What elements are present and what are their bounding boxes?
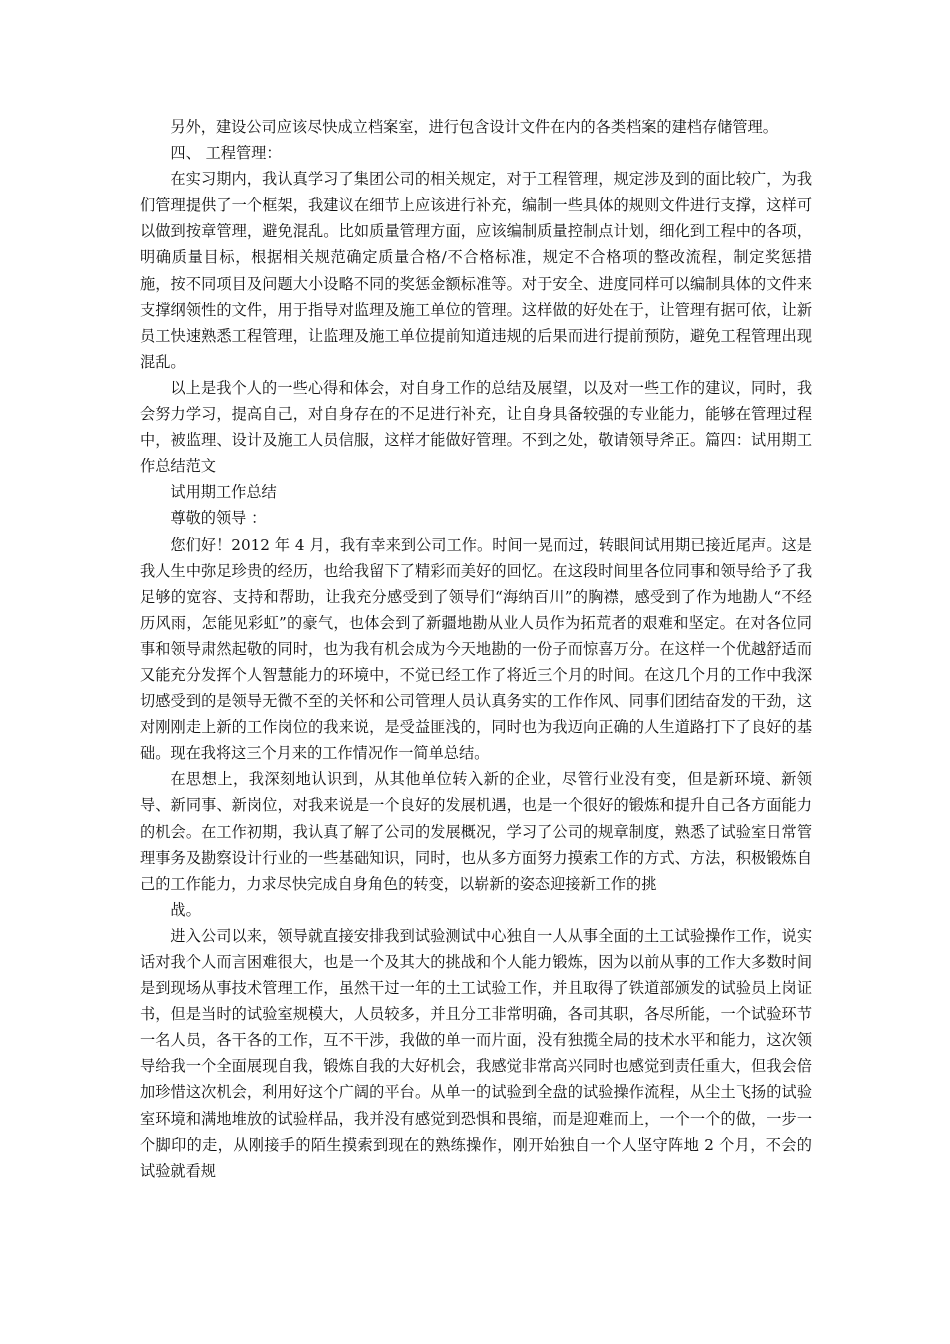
section-heading-engineering: 四、 工程管理： [170, 144, 282, 163]
paragraph-conclusion: 以上是我个人的一些心得和体会，对自身工作的总结及展望，以及对一些工作的建议，同时，我会努力学习，提高自己，对自身存在的不足进行补充，让自身具备较强的专业能力，能够在管理过程中，被监理、设计及施工人员信服，这样才能做好管理。不到之处，敬请领导斧正。篇四：试用期工作总结范文 [140, 378, 812, 476]
paragraph-engineering-management: 在实习期内，我认真学习了集团公司的相关规定，对于工程管理，规定涉及到的面比较广，为我们管理提供了一个框架，我建议在细节上应该进行补充，编制一些具体的规则文件进行支撑，这样可以做到按章管理，避免混乱。比如质量管理方面，应该编制质量控制点计划，细化到工程中的各项，明确质量目标，根据相关规范确定质量合格/不合格标准，规定不合格项的整改流程，制定奖惩措施，按不同项目及问题大小设略不同的奖惩金额标准等。对于安全、进度同样可以编制具体的文件来支撑纲领性的文件，用于指导对监理及施工单位的管理。这样做的好处在于，让管理有据可依，让新员工快速熟悉工程管理，让监理及施工单位提前知道违规的后果而进行提前预防，避免工程管理出现混乱。 [140, 170, 812, 371]
salutation: 尊敬的领导 ： [170, 509, 267, 528]
paragraph-archive: 另外，建设公司应该尽快成立档案室，进行包含设计文件在内的各类档案的建档存储管理。 [170, 118, 778, 136]
paragraph-thinking: 在思想上，我深刻地认识到，从其他单位转入新的企业，尽管行业没有变，但是新环境、新领导、新同事、新岗位，对我来说是一个良好的发展机遇，也是一个很好的锻炼和提升自己各方面能力的机会。在工作初期，我认真了解了公司的发展概况，学习了公司的规章制度，熟悉了试验室日常管理事务及勘察设计行业的一些基础知识，同时，也从多方面努力摸索工作的方式、方法，积极锻炼自己的工作能力，力求尽快完成自身角色的转变，以崭新的姿态迎接新工作的挑 [140, 770, 812, 893]
paragraph-fragment: 战。 [170, 900, 201, 919]
paragraph-work: 进入公司以来，领导就直接安排我到试验测试中心独自一人从事全面的土工试验操作工作，说实话对我个人而言困难很大，也是一个及其大的挑战和个人能力锻炼，因为以前从事的工作大多数时间是到现场从事技术管理工作，虽然干过一年的土工试验工作，并且取得了铁道部颁发的试验员上岗证书，但是当时的试验室规模大，人员较多，并且分工非常明确，各司其职，各尽所能，一个试验环节一名人员，各干各的工作，互不干涉，我做的单一而片面，没有独揽全局的技术水平和能力，这次领导给我一个全面展现自我，锻炼自我的大好机会，我感觉非常高兴同时也感觉到责任重大，但我会倍加珍惜这次机会，利用好这个广阔的平台。从单一的试验到全盘的试验操作流程，从尘土飞扬的试验室环境和满地堆放的试验样品，我并没有感觉到恐惧和畏缩，而是迎难而上，一个一个的做，一步一个脚印的走，从刚接手的陌生摸索到现在的熟练操作，刚开始独自一个人坚守阵地 2 个月，不会的试验就看规 [140, 926, 812, 1180]
document-title: 试用期工作总结 [170, 483, 277, 502]
paragraph-greeting: 您们好！2012 年 4 月，我有幸来到公司工作。时间一晃而过，转眼间试用期已接近尾声。这是我人生中弥足珍贵的经历，也给我留下了精彩而美好的回忆。在这段时间里各位同事和领导给予了我足够的宽容、支持和帮助，让我充分感受到了领导们“海纳百川”的胸襟，感受到了作为地勘人“不经历风雨，怎能见彩虹”的豪气，也体会到了新疆地勘从业人员作为拓荒者的艰难和坚定。在对各位同事和领导肃然起敬的同时，也为我有机会成为今天地勘的一份子而惊喜万分。在这样一个优越舒适而又能充分发挥个人智慧能力的环境中，不觉已经工作了将近三个月的时间。在这几个月的工作中我深切感受到的是领导无微不至的关怀和公司管理人员认真务实的工作作风、同事们团结奋发的干劲，这对刚刚走上新的工作岗位的我来说，是受益匪浅的，同时也为我迈向正确的人生道路打下了良好的基础。现在我将这三个月来的工作情况作一简单总结。 [140, 535, 812, 763]
document-page [140, 114, 812, 1184]
